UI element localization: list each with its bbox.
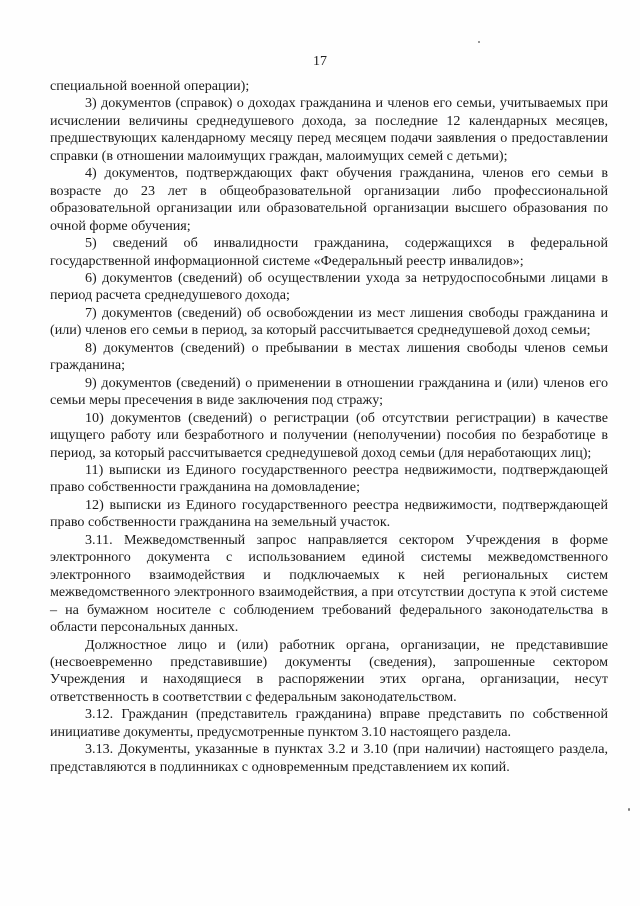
paragraph: 3) документов (справок) о доходах гражданина и членов его семьи, учитываемых при исчислении величины среднедушевого дохода, за последние 12 календарных месяцев, предшествующих календарному месяцу перед месяцем подачи заявления о предоставлении справки (в отношении малоимущих граждан, малоимущих семей с детьми); — [50, 95, 608, 164]
paragraph: специальной военной операции); — [50, 78, 250, 94]
document-body — [50, 78, 608, 776]
scan-speck — [628, 808, 630, 811]
paragraph: 4) документов, подтверждающих факт обучения гражданина, членов его семьи в возрасте до 23 лет в общеобразовательной организации либо профессиональной образовательной организации или образовательной организации высшего образования по очной форме обучения; — [50, 165, 608, 234]
paragraph: 3.12. Гражданин (представитель гражданина) вправе представить по собственной инициативе документы, предусмотренные пунктом 3.10 настоящего раздела. — [50, 706, 608, 740]
paragraph: 12) выписки из Единого государственного реестра недвижимости, подтверждающей право собственности гражданина на земельный участок. — [50, 496, 608, 531]
paragraph: 5) сведений об инвалидности гражданина, содержащихся в федеральной государственной информационной системе «Федеральный реестр инвалидов»; — [50, 235, 608, 269]
paragraph: 8) документов (сведений) о пребывании в местах лишения свободы членов семьи гражданина; — [50, 339, 608, 374]
scan-speck — [478, 41, 480, 43]
paragraph: 9) документов (сведений) о применении в отношении гражданина и (или) членов его семьи меры пресечения в виде заключения под стражу; — [50, 374, 608, 409]
paragraph: Должностное лицо и (или) работник органа, организации, не представившие (несвоевременно представившие) документы (сведения), запрошенные сектором Учреждения и находящиеся в распоряжении этих органа, организации, несут ответственность в соответствии с федеральным законодательством. — [50, 636, 608, 705]
paragraph: 11) выписки из Единого государственного реестра недвижимости, подтверждающей право собственности гражданина на домовладение; — [50, 461, 608, 496]
paragraph: 3.13. Документы, указанные в пунктах 3.2 и 3.10 (при наличии) настоящего раздела, представляются в подлинниках с одновременным представлением их копий. — [50, 741, 608, 775]
paragraph: 7) документов (сведений) об освобождении из мест лишения свободы гражданина и (или) членов его семьи в период, за который рассчитывается среднедушевой доход семьи; — [50, 304, 608, 339]
paragraph: 3.11. Межведомственный запрос направляется сектором Учреждения в форме электронного документа с использованием единой системы межведомственного электронного взаимодействия и подключаемых к ней региональных систем межведомственного электронного взаимодействия, а при отсутствии доступа к этой системе – на бумажном носителе с соблюдением требований федерального законодательства в области персональных данных. — [50, 531, 608, 636]
paragraph: 10) документов (сведений) о регистрации (об отсутствии регистрации) в качестве ищущего работу или безработного и получении (неполучении) пособия по безработице в период, за который рассчитывается среднедушевой доход семьи (для неработающих лиц); — [50, 409, 608, 461]
paragraph: 6) документов (сведений) об осуществлении ухода за нетрудоспособными лицами в период расчета среднедушевого дохода; — [50, 269, 608, 304]
page-number: 17 — [313, 54, 327, 69]
